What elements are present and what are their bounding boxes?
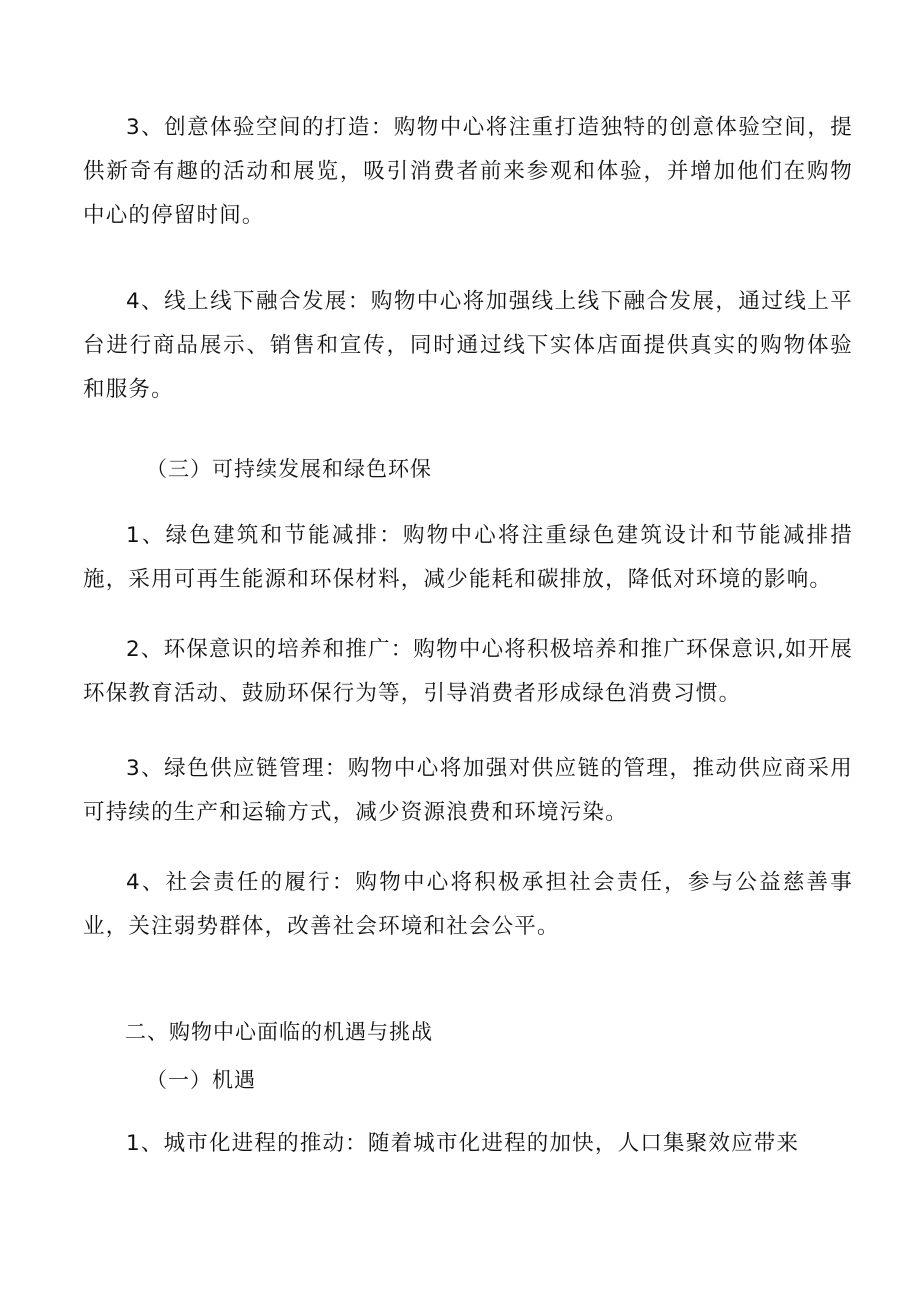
paragraph-green-building: 1、绿色建筑和节能减排：购物中心将注重绿色建筑设计和节能减排措施，采用可再生能源和环保材料，减少能耗和碳排放，降低对环境的影响。 (83, 523, 853, 592)
subheading-opportunities: （一）机遇 (146, 1068, 256, 1092)
subheading-sustainability: （三）可持续发展和绿色环保 (146, 457, 432, 481)
paragraph-eco-awareness: 2、环保意识的培养和推广：购物中心将积极培养和推广环保意识,如开展环保教育活动、鼓励环保行为等，引导消费者形成绿色消费习惯。 (83, 637, 853, 706)
paragraph-urbanization: 1、城市化进程的推动：随着城市化进程的加快，人口集聚效应带来 (126, 1131, 800, 1156)
paragraph-creative-space: 3、创意体验空间的打造：购物中心将注重打造独特的创意体验空间，提供新奇有趣的活动和展览，吸引消费者前来参观和体验，并增加他们在购物中心的停留时间。 (83, 115, 853, 228)
paragraph-green-supply-chain: 3、绿色供应链管理：购物中心将加强对供应链的管理，推动供应商采用可持续的生产和运输方式，减少资源浪费和环境污染。 (83, 756, 853, 825)
section-heading-opportunities-challenges: 二、购物中心面临的机遇与挑战 (125, 1020, 433, 1044)
paragraph-online-offline: 4、线上线下融合发展：购物中心将加强线上线下融合发展，通过线上平台进行商品展示、销售和宣传，同时通过线下实体店面提供真实的购物体验和服务。 (83, 289, 853, 402)
paragraph-social-responsibility: 4、社会责任的履行：购物中心将积极承担社会责任，参与公益慈善事业，关注弱势群体，改善社会环境和社会公平。 (83, 870, 853, 939)
